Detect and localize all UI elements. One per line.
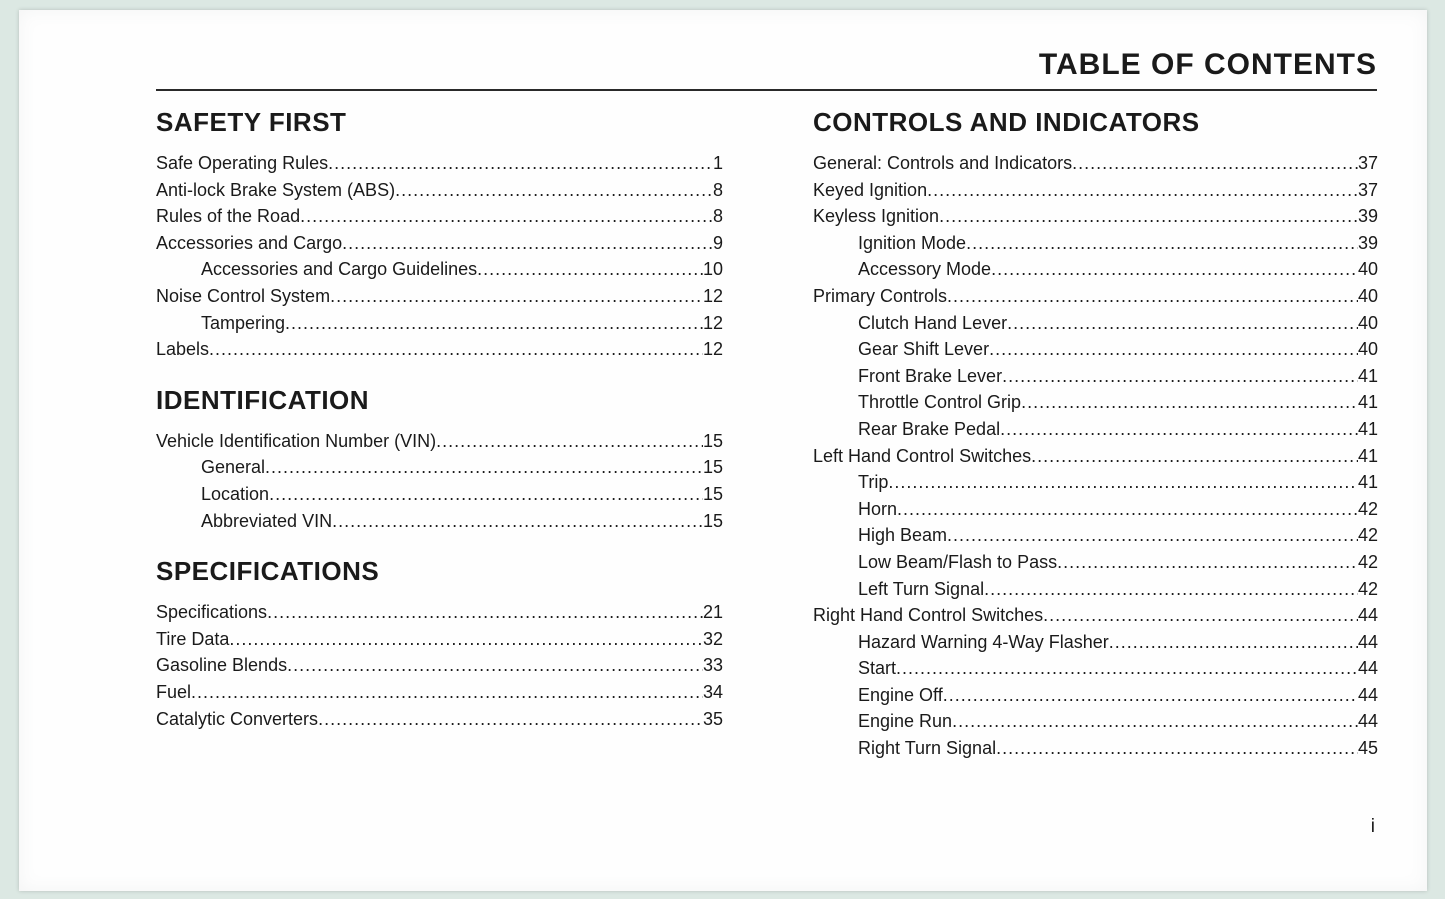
dot-leader	[1002, 363, 1358, 390]
toc-entry-page: 12	[702, 339, 723, 360]
toc-entry-label: Low Beam/Flash to Pass	[858, 551, 1058, 572]
toc-entry-page: 39	[1357, 232, 1378, 253]
toc-entry-label: Anti-lock Brake System (ABS)	[156, 179, 396, 200]
toc-entry-label: Specifications	[156, 602, 268, 623]
dot-leader	[229, 626, 703, 653]
toc-entry	[813, 655, 1378, 682]
toc-entry	[156, 203, 723, 230]
title-rule	[156, 89, 1377, 91]
dot-leader	[1007, 310, 1358, 337]
page-number: i	[1370, 816, 1375, 837]
toc-entry-label: Ignition Mode	[858, 232, 967, 253]
toc-entry	[156, 706, 723, 733]
dot-leader	[477, 256, 703, 283]
toc-entry-page: 8	[712, 179, 723, 200]
toc-entry-page: 1	[712, 153, 723, 173]
toc-entry-page: 41	[1357, 365, 1378, 386]
toc-entry-page: 40	[1357, 259, 1378, 280]
toc-entry-page: 40	[1357, 339, 1378, 360]
toc-entry-page: 41	[1357, 445, 1378, 466]
toc-entry	[156, 150, 723, 177]
dot-leader	[332, 508, 703, 535]
dot-leader	[328, 150, 713, 177]
toc-entry-label: Safe Operating Rules	[156, 153, 329, 173]
toc-entry	[813, 522, 1378, 549]
dot-leader	[897, 496, 1358, 523]
page-title: TABLE OF CONTENTS	[1038, 48, 1377, 81]
toc-entry-page: 42	[1357, 525, 1378, 546]
dot-leader	[1021, 389, 1358, 416]
toc-entry-page: 42	[1357, 551, 1378, 572]
dot-leader	[966, 230, 1358, 257]
toc-entry	[813, 177, 1378, 204]
toc-entry	[156, 283, 723, 310]
toc-entry	[813, 310, 1378, 337]
dot-leader	[395, 177, 713, 204]
toc-entry	[813, 336, 1378, 363]
dot-leader	[1057, 549, 1358, 576]
toc-entry	[813, 363, 1378, 390]
toc-entry	[813, 629, 1378, 656]
dot-leader	[984, 576, 1358, 603]
toc-column-right	[813, 107, 1378, 762]
toc-entry	[156, 599, 723, 626]
dot-leader	[330, 283, 703, 310]
toc-entry	[813, 708, 1378, 735]
toc-entry-page: 15	[702, 457, 723, 478]
toc-entry-label: Left Hand Control Switches	[813, 445, 1032, 466]
toc-entry	[156, 679, 723, 706]
toc-entry	[813, 549, 1378, 576]
toc-entry	[156, 508, 723, 535]
toc-entry	[813, 682, 1378, 709]
toc-entry-page: 45	[1357, 738, 1378, 759]
section-heading: SAFETY FIRST	[156, 107, 347, 137]
toc-entry-page: 40	[1357, 312, 1378, 333]
toc-entry-page: 41	[1357, 392, 1378, 413]
toc-entry-label: Abbreviated VIN	[201, 510, 333, 531]
toc-entry-label: Fuel	[156, 681, 192, 702]
toc-entry-label: Gear Shift Lever	[858, 339, 990, 360]
toc-entry	[156, 652, 723, 679]
toc-entry-label: Noise Control System	[156, 285, 331, 306]
toc-entry	[813, 443, 1378, 470]
toc-entry	[813, 230, 1378, 257]
toc-entry-page: 35	[702, 708, 723, 729]
toc-entry-page: 41	[1357, 472, 1378, 493]
dot-leader	[896, 655, 1358, 682]
toc-entry	[156, 230, 723, 257]
toc-entry-page: 39	[1357, 206, 1378, 227]
toc-entry	[813, 283, 1378, 310]
toc-entry	[813, 150, 1378, 177]
dot-leader	[947, 522, 1358, 549]
dot-leader	[318, 706, 703, 733]
toc-entry-label: Engine Off	[858, 684, 943, 705]
toc-entry-label: Rear Brake Pedal	[858, 418, 1001, 439]
toc-entry-label: Left Turn Signal	[858, 578, 985, 599]
dot-leader	[1043, 602, 1358, 629]
toc-entry-page: 32	[702, 628, 723, 649]
dot-leader	[287, 652, 703, 679]
toc-entry	[156, 481, 723, 508]
toc-entry	[813, 389, 1378, 416]
toc-entry	[156, 626, 723, 653]
toc-entry-label: Rules of the Road	[156, 206, 301, 227]
toc-entry-label: Clutch Hand Lever	[858, 312, 1008, 333]
toc-entry-page: 8	[712, 206, 723, 227]
toc-entry-page: 34	[702, 681, 723, 702]
dot-leader	[285, 310, 703, 337]
dot-leader	[1109, 629, 1358, 656]
toc-entry-page: 44	[1357, 631, 1378, 652]
toc-entry	[156, 336, 723, 363]
toc-entry-page: 44	[1357, 658, 1378, 679]
dot-leader	[939, 203, 1358, 230]
toc-entry	[813, 416, 1378, 443]
toc-entry-label: Throttle Control Grip	[858, 392, 1022, 413]
toc-entry-label: Horn	[858, 498, 898, 519]
toc-entry-label: General: Controls and Indicators	[813, 153, 1073, 173]
toc-entry-page: 10	[702, 259, 723, 280]
toc-entry-page: 37	[1357, 153, 1378, 173]
dot-leader	[191, 679, 703, 706]
toc-entry-label: Accessories and Cargo Guidelines	[201, 259, 478, 280]
dot-leader	[888, 469, 1358, 496]
toc-entry-page: 9	[712, 232, 723, 253]
toc-entry-page: 42	[1357, 498, 1378, 519]
section-heading: SPECIFICATIONS	[156, 556, 380, 587]
toc-column-left	[156, 107, 723, 762]
toc-columns	[156, 107, 1377, 762]
dot-leader	[943, 682, 1358, 709]
dot-leader	[342, 230, 713, 257]
toc-entry	[813, 203, 1378, 230]
toc-entry-page: 12	[702, 285, 723, 306]
toc-entry-label: Right Turn Signal	[858, 738, 997, 759]
dot-leader	[1000, 416, 1358, 443]
toc-entry-label: Front Brake Lever	[858, 365, 1003, 386]
toc-entry	[813, 256, 1378, 283]
toc-entry-page: 15	[702, 510, 723, 531]
toc-entry	[813, 735, 1378, 762]
toc-entry-page: 33	[702, 655, 723, 676]
toc-entry	[156, 428, 723, 455]
toc-entry-page: 40	[1357, 285, 1378, 306]
dot-leader	[1072, 150, 1358, 177]
toc-entry-page: 42	[1357, 578, 1378, 599]
toc-entry-label: Labels	[156, 339, 210, 360]
dot-leader	[269, 481, 703, 508]
toc-entry-label: Trip	[858, 472, 889, 493]
dot-leader	[265, 454, 703, 481]
toc-entry	[156, 177, 723, 204]
toc-entry-label: Hazard Warning 4-Way Flasher	[858, 631, 1109, 652]
toc-entry	[156, 310, 723, 337]
toc-entry-label: Engine Run	[858, 711, 953, 732]
toc-entry-label: Accessories and Cargo	[156, 232, 343, 253]
toc-entry-label: Keyed Ignition	[813, 179, 928, 200]
dot-leader	[927, 177, 1358, 204]
dot-leader	[1031, 443, 1358, 470]
toc-entry-label: Tire Data	[156, 628, 230, 649]
dot-leader	[436, 428, 703, 455]
dot-leader	[989, 336, 1358, 363]
section-heading: CONTROLS AND INDICATORS	[813, 107, 1200, 137]
toc-entry	[813, 496, 1378, 523]
toc-entry-label: Start	[858, 658, 897, 679]
toc-entry-page: 41	[1357, 418, 1378, 439]
toc-entry-page: 12	[702, 312, 723, 333]
toc-entry-label: Accessory Mode	[858, 259, 992, 280]
dot-leader	[996, 735, 1358, 762]
toc-entry-page: 44	[1357, 684, 1378, 705]
dot-leader	[300, 203, 713, 230]
toc-entry-page: 15	[702, 430, 723, 451]
toc-entry-page: 21	[702, 602, 723, 623]
toc-entry-page: 44	[1357, 605, 1378, 626]
toc-entry-page: 44	[1357, 711, 1378, 732]
document-page	[19, 10, 1427, 891]
toc-entry-label: Catalytic Converters	[156, 708, 319, 729]
dot-leader	[991, 256, 1358, 283]
toc-entry-label: General	[201, 457, 266, 478]
toc-entry	[813, 602, 1378, 629]
dot-leader	[209, 336, 703, 363]
toc-entry-label: Gasoline Blends	[156, 655, 288, 676]
toc-entry	[813, 469, 1378, 496]
dot-leader	[947, 283, 1358, 310]
toc-entry	[813, 576, 1378, 603]
toc-entry-label: Location	[201, 483, 270, 504]
toc-entry-label: Right Hand Control Switches	[813, 605, 1044, 626]
section-heading: IDENTIFICATION	[156, 384, 370, 415]
dot-leader	[267, 599, 703, 626]
toc-entry	[156, 256, 723, 283]
toc-entry	[156, 454, 723, 481]
dot-leader	[952, 708, 1358, 735]
toc-entry-label: High Beam	[858, 525, 948, 546]
toc-entry-label: Vehicle Identification Number (VIN)	[156, 430, 437, 451]
toc-entry-page: 15	[702, 483, 723, 504]
toc-entry-page: 37	[1357, 179, 1378, 200]
toc-entry-label: Keyless Ignition	[813, 206, 940, 227]
toc-entry-label: Tampering	[201, 312, 286, 333]
toc-entry-label: Primary Controls	[813, 285, 948, 306]
